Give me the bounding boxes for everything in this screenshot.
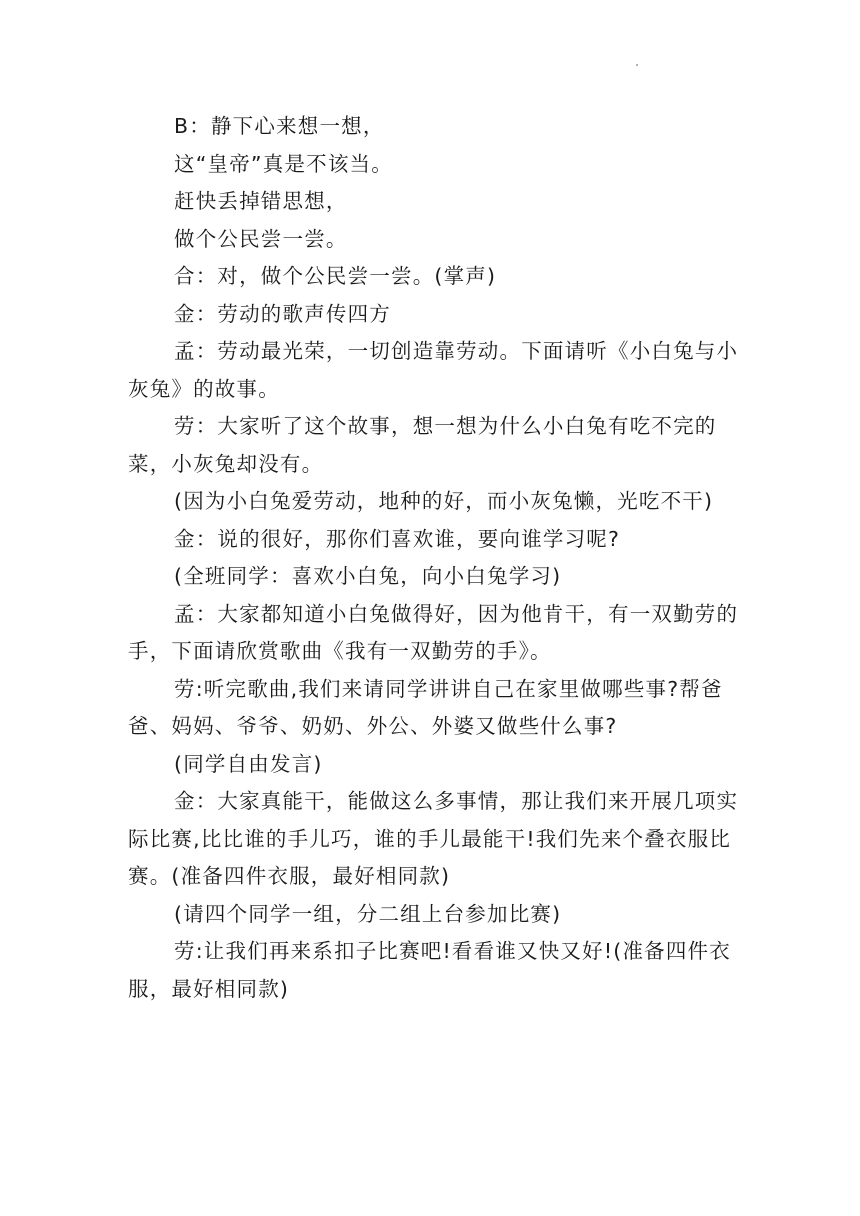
paragraph: 这“皇帝”真是不该当。 — [174, 151, 393, 176]
paragraph: 金：说的很好，那你们喜欢谁，要向谁学习呢? — [174, 526, 621, 551]
page-mark — [636, 64, 638, 66]
paragraph: 做个公民尝一尝。 — [174, 226, 348, 251]
paragraph: 孟：劳动最光荣，一切创造靠劳动。下面请听《小白兔与小灰兔》的故事。 — [128, 339, 739, 401]
paragraph: (因为小白兔爱劳动，地种的好，而小灰兔懒，光吃不干) — [174, 489, 714, 513]
document-body — [128, 108, 740, 1008]
paragraph: (同学自由发言) — [174, 751, 323, 776]
paragraph: B：静下心来想一想， — [174, 114, 385, 138]
paragraph: 孟：大家都知道小白兔做得好，因为他肯干，有一双勤劳的手，下面请欣赏歌曲《我有一双勤劳的手》。 — [128, 601, 739, 663]
paragraph: 金：劳动的歌声传四方 — [174, 301, 391, 326]
paragraph: 劳:听完歌曲,我们来请同学讲讲自己在家里做哪些事?帮爸爸、妈妈、爷爷、奶奶、外公、外婆又做些什么事? — [128, 676, 723, 738]
paragraph: 劳:让我们再来系扣子比赛吧!看看谁又快又好!(准备四件衣服，最好相同款) — [128, 939, 731, 1001]
paragraph: (请四个同学一组，分二组上台参加比赛) — [174, 901, 562, 926]
paragraph: 金：大家真能干，能做这么多事情，那让我们来开展几项实际比赛,比比谁的手儿巧，谁的手儿最能干!我们先来个叠衣服比赛。(准备四件衣服，最好相同款) — [128, 789, 739, 888]
paragraph: 合：对，做个公民尝一尝。(掌声) — [174, 264, 497, 288]
paragraph: 劳：大家听了这个故事，想一想为什么小白兔有吃不完的菜，小灰兔却没有。 — [128, 414, 717, 476]
paragraph: 赶快丢掉错思想， — [174, 189, 348, 213]
paragraph: (全班同学：喜欢小白兔，向小白兔学习) — [174, 564, 562, 588]
